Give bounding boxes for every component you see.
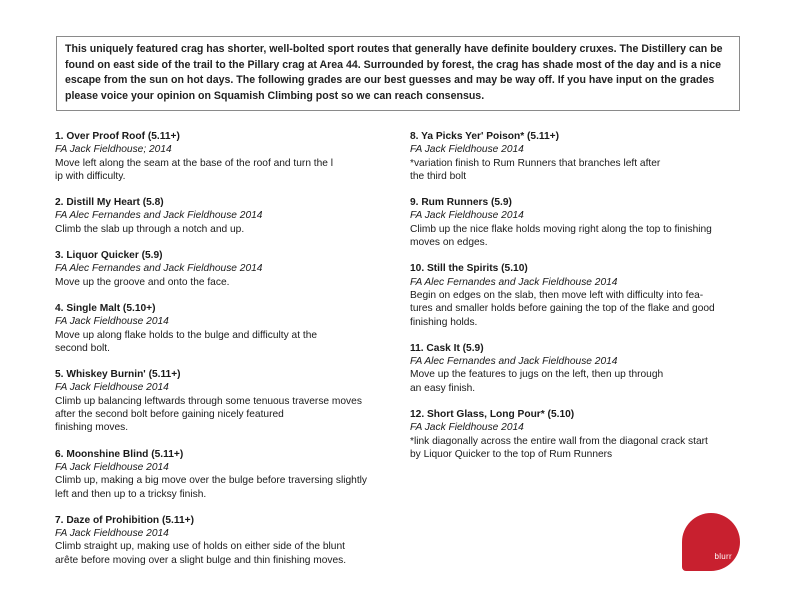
routes-right-column [410,130,750,474]
route-description: *link diagonally across the entire wall from the diagonal crack start by Liquor Quicker to the top of Rum Runners [410,435,708,460]
route-item [55,130,395,183]
route-fa: FA Alec Fernandes and Jack Fieldhouse 2014 [410,356,618,368]
route-item [55,302,395,355]
route-description: *variation finish to Rum Runners that branches left after the third bolt [410,157,661,182]
route-title: 3. Liquor Quicker (5.9) [55,250,163,262]
route-description: Climb the slab up through a notch and up. [55,223,245,235]
route-item [410,196,750,249]
route-title: 12. Short Glass, Long Pour* (5.10) [410,409,575,421]
route-description: Climb up, making a big move over the bulge before traversing slightly left and then up to a tricksy finish. [55,475,368,500]
route-fa: FA Jack Fieldhouse 2014 [55,461,169,473]
blurr-logo [682,513,740,571]
route-title: 6. Moonshine Blind (5.11+) [55,448,184,460]
route-title: 1. Over Proof Roof (5.11+) [55,131,180,142]
route-item [55,196,395,236]
route-fa: FA Alec Fernandes and Jack Fieldhouse 2014 [55,210,263,222]
route-description: Move up the features to jugs on the left, then up through an easy finish. [410,369,664,394]
route-item [55,368,395,434]
route-description: Move left along the seam at the base of the roof and turn the l ip with difficulty. [55,157,334,182]
route-title: 11. Cask It (5.9) [410,342,484,354]
route-title: 8. Ya Picks Yer' Poison* (5.11+) [410,131,560,142]
route-fa: FA Jack Fieldhouse; 2014 [55,144,172,156]
route-item [55,448,395,501]
route-fa: FA Alec Fernandes and Jack Fieldhouse 2014 [410,276,618,288]
route-item [410,262,750,328]
route-item [410,342,750,395]
route-fa: FA Jack Fieldhouse 2014 [55,528,169,540]
route-item [410,408,750,461]
route-fa: FA Jack Fieldhouse 2014 [410,210,524,222]
route-fa: FA Jack Fieldhouse 2014 [55,316,169,328]
route-fa: FA Alec Fernandes and Jack Fieldhouse 2014 [55,263,263,275]
route-fa: FA Jack Fieldhouse 2014 [410,422,524,434]
route-item [55,514,395,567]
route-description: Move up along flake holds to the bulge and difficulty at the second bolt. [55,329,318,354]
route-title: 2. Distill My Heart (5.8) [55,197,164,209]
intro-text: This uniquely featured crag has shorter, well-bolted sport routes that generally have definite bouldery cruxes. The Distillery can be found on east side of the trail to the Pillary crag at Area 44. Surrounded by forest, the crag has shade most of the day and is a nice escape from the sun on hot days. The following grades are our best guesses and may be way off. If you have input on the grades please voice your opinion on Squamish Climbing post so we can reach consensus. [65,43,723,102]
route-title: 5. Whiskey Burnin' (5.11+) [55,369,181,381]
route-description: Climb up balancing leftwards through some tenuous traverse moves after the second bolt before gaining nicely featured finishing moves. [55,395,362,434]
route-description: Move up the groove and onto the face. [55,276,230,288]
route-description: Begin on edges on the slab, then move left with difficulty into fea- tures and smaller holds before gaining the top of the flake and good finishing holds. [410,289,715,328]
intro-box [56,36,740,111]
logo-text: blurr [714,552,732,561]
routes-left-column [55,130,395,580]
route-item [410,130,750,183]
route-fa: FA Jack Fieldhouse 2014 [55,382,169,394]
route-title: 4. Single Malt (5.10+) [55,302,156,314]
route-fa: FA Jack Fieldhouse 2014 [410,144,524,156]
route-description: Climb straight up, making use of holds on either side of the blunt arête before moving over a slight bulge and thin finishing moves. [55,541,347,566]
route-item [55,249,395,289]
route-title: 9. Rum Runners (5.9) [410,197,512,209]
route-title: 10. Still the Spirits (5.10) [410,263,528,275]
route-description: Climb up the nice flake holds moving right along the top to finishing moves on edges. [410,223,712,249]
route-title: 7. Daze of Prohibition (5.11+) [55,514,194,526]
